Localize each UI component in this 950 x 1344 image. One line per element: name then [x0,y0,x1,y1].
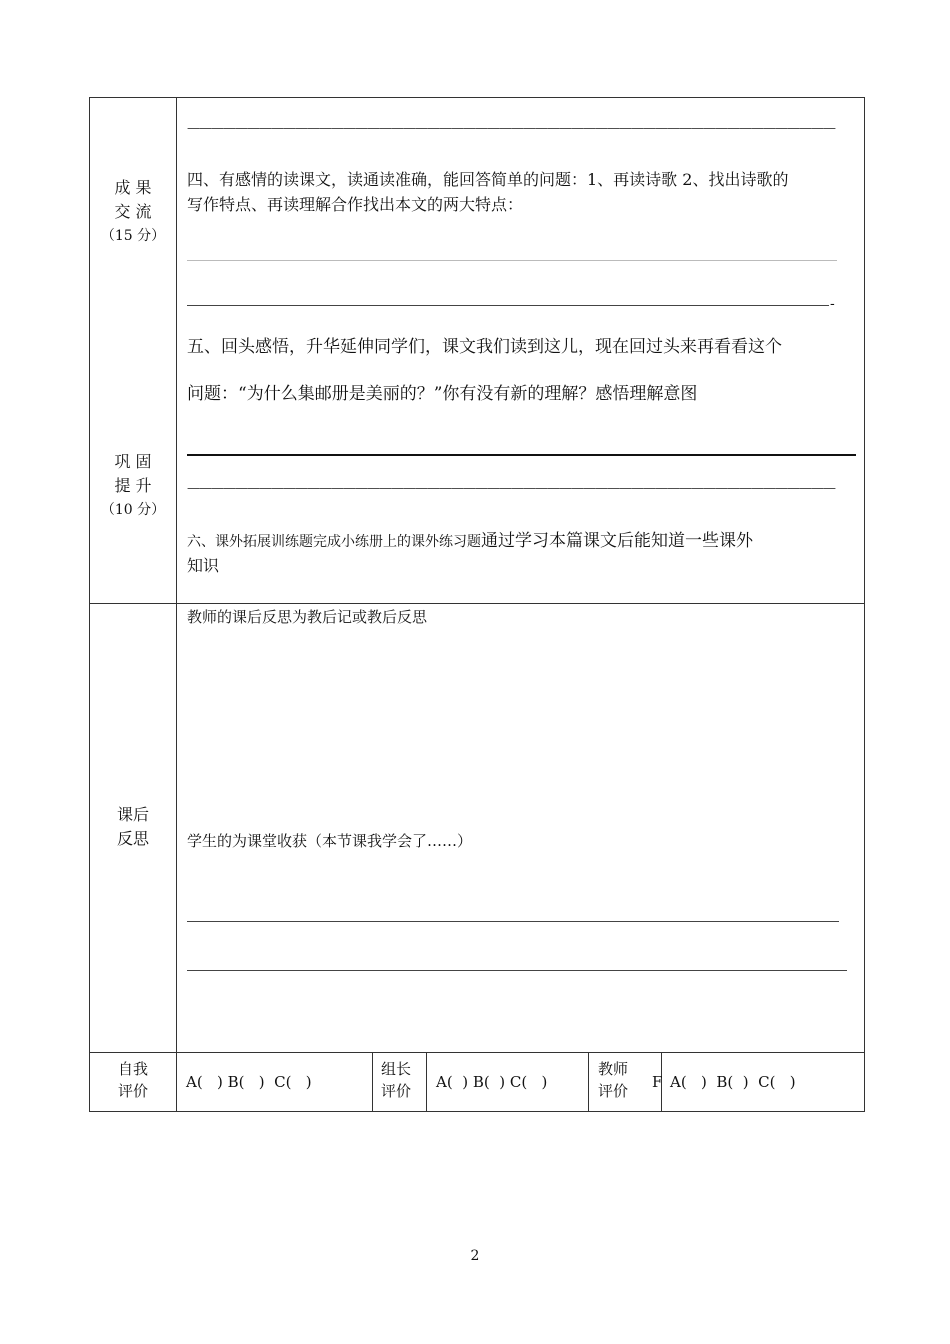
trailing-dash: - [830,296,835,312]
item6-rest: 通过学习本篇课文后能知道一些课外 [481,531,753,551]
answer-line-2 [187,305,829,306]
row-divider-1 [89,603,865,604]
consolidate-label-line2: 提 升 [114,476,152,495]
result-score: （15 分） [100,228,166,244]
table-top-border [89,97,865,98]
self-eval-label-line2: 评价 [117,1082,148,1100]
eval-divider-3 [588,1052,589,1111]
group-eval-label [381,1058,411,1102]
label-column-divider [176,97,177,1111]
group-eval-label-line1: 组长 [381,1060,412,1078]
table-right-border [864,97,865,1111]
teacher-reflection-text: 教师的课后反思为教后记或教后反思 [187,608,428,626]
row-divider-2 [89,1052,865,1053]
dash-line-lower: —————————————————————————————————————————————————————— [187,481,835,496]
answer-line-bold [187,454,856,456]
student-reflection-text: 学生的为课堂收获（本节课我学会了……） [187,832,473,850]
item5-line1: 五、回头感悟，升华延伸同学们，课文我们读到这儿，现在回过头来再看看这个 [187,337,782,357]
teacher-eval-label-line1: 教师 [598,1060,629,1078]
self-eval-label [89,1058,177,1102]
self-eval-label-line1: 自我 [117,1060,148,1078]
consolidate-label-line1: 巩 固 [114,452,152,471]
result-label-line2: 交 流 [114,202,152,221]
consolidate-label [89,450,177,522]
page-number: 2 [470,1248,480,1264]
reflection-label [89,803,177,851]
item6-line2: 知识 [187,556,220,575]
group-eval-options: A( ) B( ) C( ) [436,1073,548,1091]
self-eval-options: A( ) B( ) C( ) [186,1073,312,1091]
dash-line-top: —————————————————————————————————————————————————————— [187,121,835,136]
eval-divider-2 [426,1052,427,1111]
teacher-eval-label [598,1058,628,1102]
item4-line1: 四、有感情的读课文，读通读准确，能回答简单的问题：1、再读诗歌 2、找出诗歌的 [187,170,789,189]
eval-divider-1 [372,1052,373,1111]
reflection-label-line2: 反思 [116,829,149,848]
item4-line2: 写作特点、再读理解合作找出本文的两大特点： [187,195,524,214]
table-left-border [89,97,90,1111]
reflection-label-line1: 课后 [116,805,149,824]
item6-prefix: 六、课外拓展训练题完成小练册上的课外练习题 [187,534,481,550]
result-label-line1: 成 果 [114,178,152,197]
teacher-eval-label-line2: 评价 [598,1082,629,1100]
item5-line2: 问题：“为什么集邮册是美丽的？”你有没有新的理解？感悟理解意图 [187,384,698,404]
table-bottom-border [89,1111,865,1112]
item6-line1 [187,529,753,554]
teacher-eval-options: A( ) B( ) C( ) [670,1073,796,1091]
reflection-answer-line-1 [187,921,839,922]
teacher-eval-stray-mark: F [652,1073,663,1091]
result-exchange-label [89,176,177,248]
answer-line-1 [187,260,837,261]
reflection-answer-line-2 [187,970,847,971]
group-eval-label-line2: 评价 [381,1082,412,1100]
consolidate-score: （10 分） [100,502,166,518]
